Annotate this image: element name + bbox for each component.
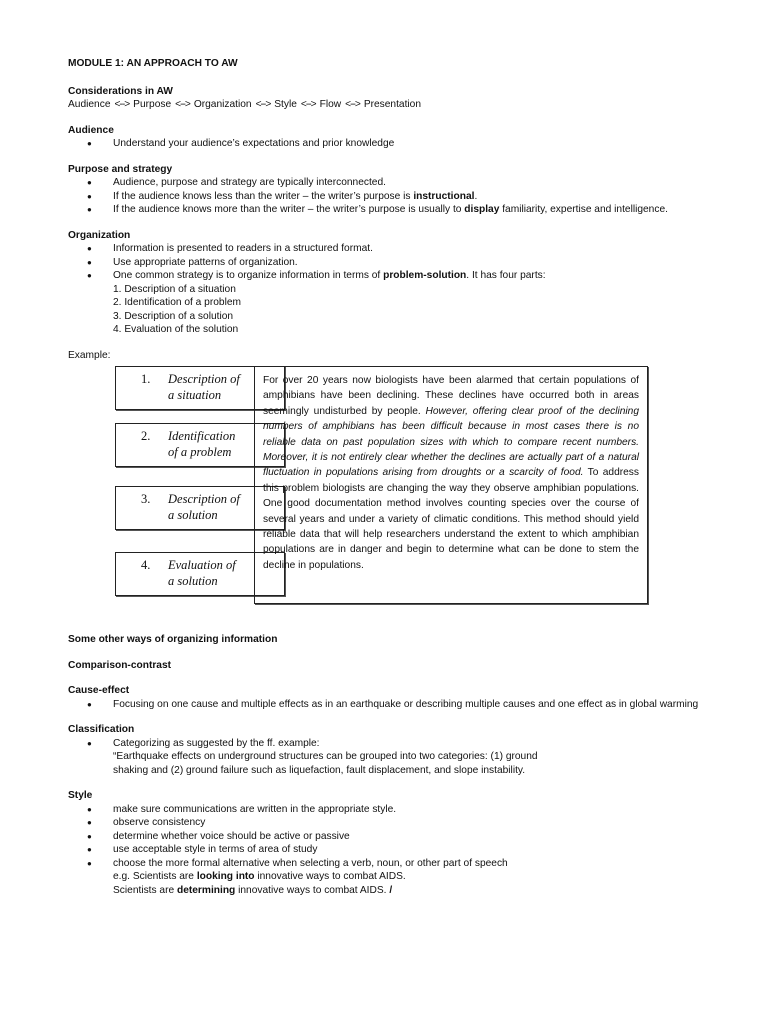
flow-item: Style — [274, 99, 297, 110]
organization-heading: Organization — [68, 229, 131, 241]
cause-effect-section — [68, 684, 708, 711]
style-heading: Style — [68, 790, 93, 801]
comparison-heading: Comparison-contrast — [68, 659, 172, 671]
list-item: ● observe consistency — [68, 816, 708, 830]
flow-arrow: <--> — [300, 99, 316, 110]
flow-item: Organization — [193, 99, 252, 110]
list-item: ● Information is presented to readers in a structured format. — [68, 242, 708, 256]
quote-line: shaking and (2) ground failure such as liquefaction, fault displacement, and slope instability. — [113, 764, 526, 776]
step-box: 2. Identification of a problem — [115, 423, 285, 467]
flow-item: Flow — [319, 99, 342, 110]
flow-arrow: <--> — [114, 99, 130, 110]
considerations-heading: Considerations in AW — [68, 85, 173, 97]
example-line: Scientists are determining innovative ways to combat AIDS. / — [113, 884, 393, 896]
flow-item: Presentation — [363, 99, 422, 110]
list-item: ● Categorizing as suggested by the ff. example: — [68, 737, 708, 751]
step-box: 4. Evaluation of a solution — [115, 552, 285, 596]
list-item: ● choose the more formal alternative when selecting a verb, noun, or other part of speech — [68, 857, 708, 871]
list-item: ● use acceptable style in terms of area of study — [68, 843, 708, 857]
example-paragraph: For over 20 years now biologists have been alarmed that certain populations of amphibians have been declining. These declines have occurred both in areas seemingly undisturbed by people. However, offering clear proof of the declining numbers of amphibians has been difficult because in most cases there is no reliable data on past population sizes with which to compare recent numbers. Moreover, it is not entirely clear whether the declines are actually part of a natural fluctuation in populations arising from droughts or a scarcity of food. To address this problem biologists are changing the way they observe amphibian populations. One good documentation method involves counting species over the course of several years and under a variety of climatic conditions. This method should yield reliable data that will help researchers understand the extent to which amphibian populations are in danger and begin to determine what can be done to stem the decline in populations. — [254, 366, 648, 604]
quote-line: “Earthquake effects on underground structures can be grouped into two categories: (1) ground — [113, 751, 538, 762]
flow-item: Purpose — [133, 99, 172, 110]
part-item: 4. Evaluation of the solution — [113, 324, 239, 335]
step-box: 1. Description of a situation — [115, 366, 285, 410]
list-item: ● Use appropriate patterns of organization. — [68, 256, 708, 270]
part-item: 2. Identification of a problem — [113, 297, 241, 308]
flow-item: Audience — [68, 99, 111, 110]
list-item: ● determine whether voice should be active or passive — [68, 830, 708, 844]
cause-effect-heading: Cause-effect — [68, 685, 130, 696]
audience-section — [68, 124, 708, 151]
part-item: 3. Description of a solution — [113, 310, 234, 322]
organization-section — [68, 229, 708, 337]
example-label: Example: — [68, 349, 111, 361]
considerations-section — [68, 85, 708, 112]
flow-arrow: <--> — [255, 99, 271, 110]
list-item: ● Audience, purpose and strategy are typically interconnected. — [68, 176, 708, 190]
list-item: ● Understand your audience’s expectations and prior knowledge — [68, 137, 708, 151]
other-ways-heading: Some other ways of organizing information — [68, 634, 278, 645]
list-item: ● Focusing on one cause and multiple effects as in an earthquake or describing multiple causes and one effect as in global warming — [68, 698, 708, 712]
style-section — [68, 789, 708, 897]
classification-heading: Classification — [68, 724, 135, 735]
list-item: ● make sure communications are written in the appropriate style. — [68, 803, 708, 817]
list-item: ● One common strategy is to organize information in terms of problem-solution. It has four parts: — [68, 269, 708, 283]
audience-heading: Audience — [68, 124, 114, 136]
example-line: e.g. Scientists are looking into innovative ways to combat AIDS. — [113, 871, 406, 882]
considerations-flow — [68, 98, 708, 112]
list-item: ● If the audience knows less than the writer – the writer’s purpose is instructional. — [68, 190, 708, 204]
classification-section — [68, 723, 708, 777]
list-item: ● If the audience knows more than the writer – the writer’s purpose is usually to display familiarity, expertise and intelligence. — [68, 203, 708, 217]
check-mark: / — [389, 884, 393, 896]
flow-arrow: <--> — [345, 99, 360, 110]
document-page — [68, 57, 708, 909]
step-box: 3. Description of a solution — [115, 486, 285, 530]
flow-arrow: <--> — [175, 99, 190, 110]
example-diagram — [68, 366, 708, 611]
purpose-heading: Purpose and strategy — [68, 163, 173, 175]
purpose-section — [68, 163, 708, 217]
part-item: 1. Description of a situation — [113, 283, 236, 295]
module-title: MODULE 1: AN APPROACH TO AW — [68, 58, 238, 69]
